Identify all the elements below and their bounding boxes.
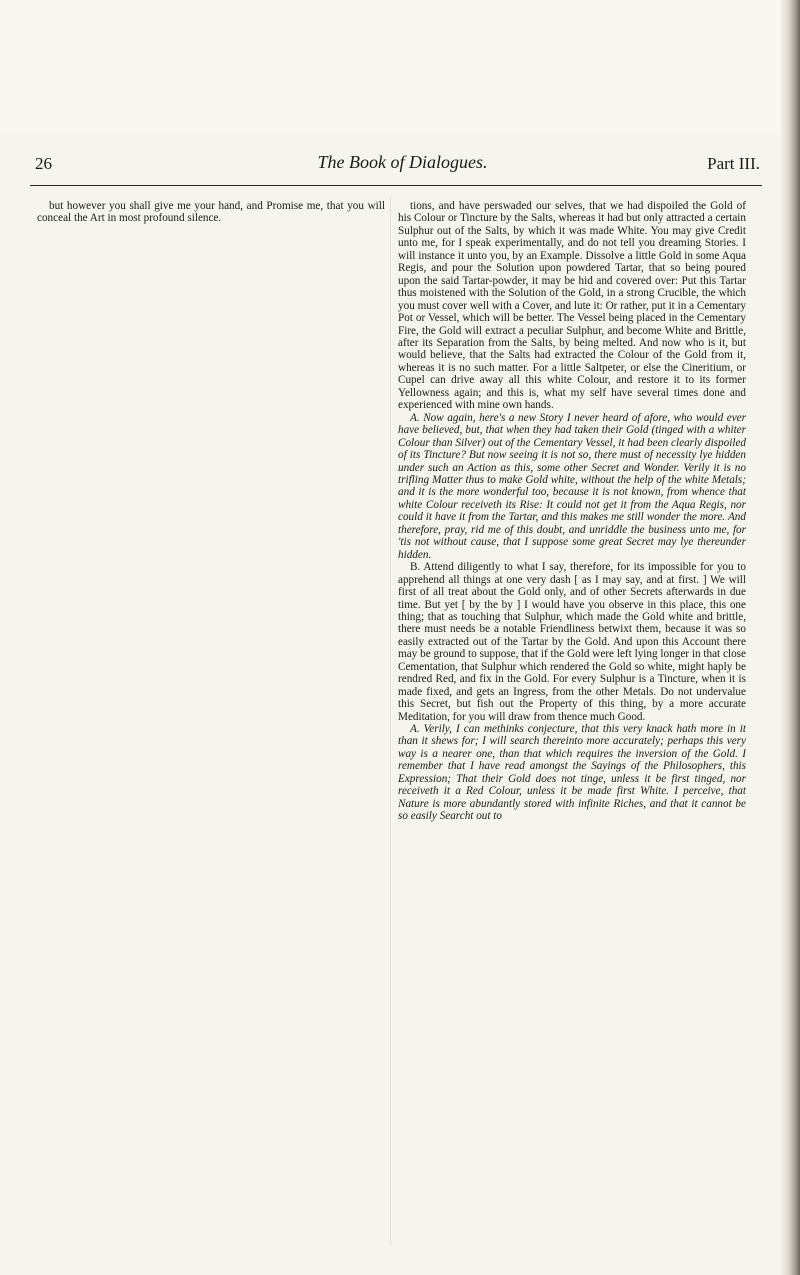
paragraph: B. Attend diligently to what I say, therefore, for its impossible for you to apprehend all things at one very dash [ as I may say, and at first. ] We will first of all treat about the Gold only, and of other Secrets afterwards in due time. But yet [ by the by ] I would have you observe in this place, this one thing; that as touching that Sulphur, which made the Gold white and brittle, there must needs be a notable Friendliness betwixt them, because it was so easily extracted out of the Tartar by the Gold. And upon this Account there may be ground to suppose, that if the Gold were left lying longer in that close Cementation, that Sulphur which rendered the Gold so white, might haply be rendred Red, and fix in the Gold. For every Sulphur is a Tincture, when it is made fixed, and gets an Ingress, from the other Metals. Do not undervalue this Secret, but fish out the Property of this thing, by a more accurate Meditation, for you will draw from thence much Good. (398, 561, 746, 723)
paragraph: but however you shall give me your hand, and Promise me, that you will conceal the Art in most profound silence. (37, 200, 385, 225)
running-title: The Book of Dialogues. (317, 152, 488, 172)
paragraph: A. Now again, here's a new Story I never heard of afore, who would ever have believed, but, that when they had taken their Gold (tinged with a whiter Colour than Silver) out of the Cementary Vessel, it had been clearly dispoiled of its Tincture? But now seeing it is not so, there must of necessity lye hidden under such an Action as this, some other Secret and Wonder. Verily it is no trifling Matter thus to make Gold white, without the help of the white Metals; and it is the more wonderful too, because it is not known, from whence that white Colour receiveth its Rise: It could not get it from the Aqua Regis, nor could it have it from the Tartar, and this makes me still wonder the more. And therefore, pray, rid me of this doubt, and unriddle the business unto me, for 'tis not without cause, that I suppose some great Secret may lye thereunder hidden. (398, 411, 746, 561)
book-spine-shadow (780, 0, 800, 1275)
page-number: 26 (35, 154, 52, 173)
column-gutter (390, 196, 391, 1246)
blank-top-margin (0, 0, 800, 135)
paragraph: A. Verily, I can methinks conjecture, that this very knack hath more in it than it shews for; I will search thereinto more accurately; perhaps this very way is a nearer one, than that which requires the inversion of the Gold. I remember that I have read amongst the Sayings of the Philosophers, this Expression; That their Gold does not tinge, unless it be first tinged, nor receiveth it a Red Colour, unless it be made first White. I perceive, that Nature is more abundantly stored with infinite Riches, and that it cannot be so easily Searcht out to (398, 723, 746, 823)
header-rule (30, 185, 762, 186)
part-label: Part III. (707, 154, 760, 173)
left-column (37, 200, 385, 1250)
paragraph: tions, and have perswaded our selves, that we had dispoiled the Gold of his Colour or Tincture by the Salts, whereas it had but only attracted a certain Sulphur out of the Salts, by which it was made White. You may give Credit unto me, for I speak experimentally, and do not tell you dreaming Stories. I will instance it unto you, by an Example. Dissolve a little Gold in some Aqua Regis, and pour the Solution upon powdered Tartar, that so being poured upon the said Tartar-powder, it may be hid and covered over: Put this Tartar thus moistened with the Solution of the Gold, in a strong Crucible, the which you must cover well with a Cover, and lute it: Or rather, put it in a Cementary Pot or Vessel, which will be better. The Vessel being placed in the Cementary Fire, the Gold will extract a peculiar Sulphur, and become White and Brittle, after its Separation from the Salts, by being melted. And now who is it, but would believe, that the Salts had extracted the Colour of the Gold from it, whereas it is no such matter. For a little Saltpeter, or else the Cineritium, or Cupel can drive away all this white Colour, and restore it to its former Yellowness again; and this is, what my self have several times done and experienced with mine own hands. (398, 200, 746, 412)
right-column (398, 200, 746, 1250)
running-header (25, 150, 780, 180)
